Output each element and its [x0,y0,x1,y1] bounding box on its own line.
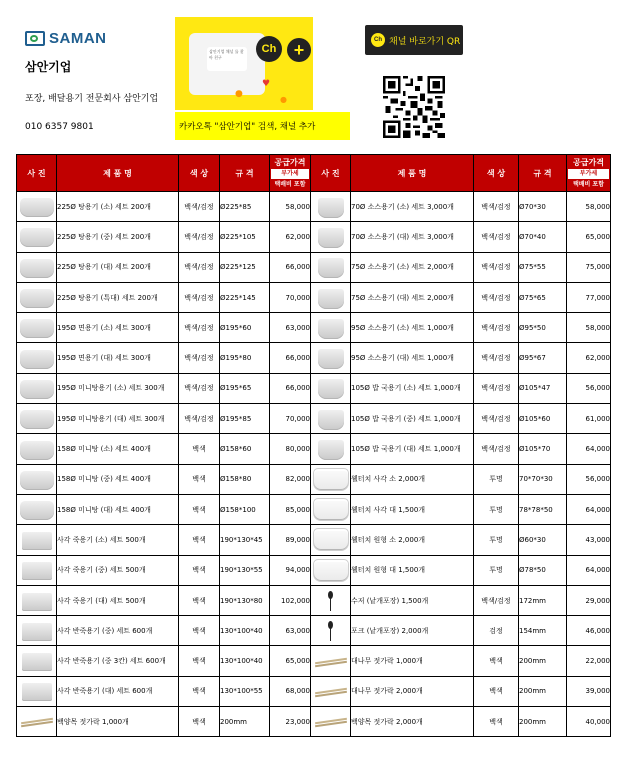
product-color: 백색/검정 [474,252,519,282]
container-image [20,196,54,217]
container-image [20,317,54,338]
price-shipping-note: 택배비 포함 [572,180,605,188]
product-price: 62,000 [270,222,311,252]
product-photo [17,707,57,737]
product-photo [311,464,351,494]
utensil-image [314,620,348,641]
product-spec: Ø158*80 [220,464,270,494]
channel-icon: Ch [256,36,282,62]
container-image [318,317,344,339]
product-spec: 172mm [519,585,567,615]
product-color: 백색/검정 [474,222,519,252]
product-price: 68,000 [270,676,311,706]
header-spec: 규 격 [519,155,567,192]
product-color: 투명 [474,525,519,555]
product-spec: Ø105*70 [519,434,567,464]
product-spec: Ø70*30 [519,192,567,222]
product-price: 56,000 [567,464,611,494]
product-price: 70,000 [270,404,311,434]
product-name: 105Ø 밥 국용기 (중) 세트 1,000개 [351,404,474,434]
product-name: 70Ø 소스용기 (대) 세트 3,000개 [351,222,474,252]
price-title: 공급가격 [573,157,604,167]
product-price: 64,000 [567,434,611,464]
container-image [318,226,344,248]
product-spec: Ø75*65 [519,282,567,312]
product-photo [17,464,57,494]
table-row [17,192,611,222]
chopsticks-image [20,711,54,732]
product-color: 백색/검정 [474,585,519,615]
utensil-image [314,590,348,611]
product-color: 백색 [179,525,220,555]
product-spec: Ø225*105 [220,222,270,252]
product-color: 투명 [474,464,519,494]
container-image [22,651,52,671]
table-row [17,525,611,555]
product-name: 195Ø 미니탕용기 (대) 세트 300개 [57,404,179,434]
product-price: 58,000 [270,192,311,222]
product-spec: Ø70*40 [519,222,567,252]
header-product-name: 제 품 명 [57,155,179,192]
product-name: 대나무 젓가락 1,000개 [351,646,474,676]
product-photo [17,434,57,464]
price-shipping-note: 택배비 포함 [274,180,306,188]
product-spec: Ø195*85 [220,404,270,434]
product-photo [17,313,57,343]
product-photo [311,646,351,676]
product-color: 백색/검정 [179,343,220,373]
container-image [20,287,54,308]
product-photo [311,707,351,737]
product-color: 백색 [179,555,220,585]
company-logo [25,30,107,47]
product-price: 39,000 [567,676,611,706]
product-spec: Ø225*125 [220,252,270,282]
table-row [17,252,611,282]
table-row [17,282,611,312]
product-spec: Ø225*85 [220,192,270,222]
header-price [270,155,311,192]
chopsticks-image [314,651,348,672]
product-photo [17,494,57,524]
product-photo [17,404,57,434]
container-image [20,499,54,520]
product-spec: 190*130*45 [220,525,270,555]
product-price: 66,000 [270,343,311,373]
container-image [313,498,349,521]
product-name: 195Ø 면용기 (대) 세트 300개 [57,343,179,373]
product-color: 백색 [474,707,519,737]
heart-icon: ♥ [262,79,271,89]
table-row [17,222,611,252]
product-name: 225Ø 탕용기 (소) 세트 200개 [57,192,179,222]
product-name: 사각 반죽용기 (중) 세트 600개 [57,616,179,646]
product-name: 158Ø 미니탕 (소) 세트 400개 [57,434,179,464]
product-photo [17,555,57,585]
container-image [22,591,52,611]
add-friend-icon: + [287,38,311,62]
product-spec: Ø60*30 [519,525,567,555]
product-price: 94,000 [270,555,311,585]
table-row [17,343,611,373]
product-price: 63,000 [270,616,311,646]
product-color: 백색 [179,616,220,646]
product-name: 웰터치 사각 소 2,000개 [351,464,474,494]
kakao-channel-banner [175,17,313,110]
product-spec: Ø195*60 [220,313,270,343]
table-row [17,464,611,494]
container-image [318,438,344,460]
product-name: 사각 죽용기 (대) 세트 500개 [57,585,179,615]
container-image [20,348,54,369]
smile-icon: ● [235,89,243,99]
product-name: 수저 (낱개포장) 1,500개 [351,585,474,615]
product-color: 백색/검정 [474,192,519,222]
product-color: 백색/검정 [474,404,519,434]
chat-bubble: 삼안기업 채널 를 찾아 친구 [207,47,247,71]
product-photo [17,525,57,555]
product-photo [311,494,351,524]
product-spec: 190*130*55 [220,555,270,585]
product-name: 75Ø 소스용기 (소) 세트 2,000개 [351,252,474,282]
product-photo [17,585,57,615]
product-color: 백색/검정 [179,222,220,252]
product-price: 23,000 [270,707,311,737]
product-spec: Ø158*100 [220,494,270,524]
product-photo [17,676,57,706]
product-photo [311,434,351,464]
table-row [17,707,611,737]
price-vat-note: 부가세 [271,169,309,179]
table-row [17,616,611,646]
product-photo [311,555,351,585]
product-price: 61,000 [567,404,611,434]
product-photo [311,404,351,434]
company-phone: 010 6357 9801 [25,122,94,132]
product-name: 백양목 젓가락 1,000개 [57,707,179,737]
product-photo [17,616,57,646]
container-image [20,469,54,490]
table-row [17,434,611,464]
product-price: 102,000 [270,585,311,615]
product-name: 백양목 젓가락 2,000개 [351,707,474,737]
container-image [313,528,349,551]
product-price: 89,000 [270,525,311,555]
product-price: 80,000 [270,434,311,464]
container-image [22,621,52,641]
company-name: 삼안기업 [25,60,72,74]
product-spec: Ø78*50 [519,555,567,585]
product-name: 105Ø 밥 국용기 (소) 세트 1,000개 [351,373,474,403]
product-photo [17,343,57,373]
product-color: 백색 [474,676,519,706]
product-price: 75,000 [567,252,611,282]
product-color: 백색 [179,464,220,494]
container-image [318,287,344,309]
header-photo: 사 진 [311,155,351,192]
container-image [22,560,52,580]
product-photo [311,252,351,282]
product-price: 66,000 [270,373,311,403]
chopsticks-image [314,711,348,732]
product-name: 195Ø 미니탕용기 (소) 세트 300개 [57,373,179,403]
product-color: 투명 [474,494,519,524]
container-image [22,530,52,550]
table-row [17,585,611,615]
product-photo [311,525,351,555]
container-image [318,196,344,218]
container-image [20,226,54,247]
channel-qr-button[interactable] [365,25,463,55]
product-photo [17,646,57,676]
product-photo [17,192,57,222]
product-color: 백색/검정 [179,373,220,403]
product-price: 58,000 [567,192,611,222]
product-color: 검정 [474,616,519,646]
product-photo [311,313,351,343]
product-photo [17,222,57,252]
product-price-table [16,154,611,737]
product-spec: Ø225*145 [220,282,270,312]
product-price: 77,000 [567,282,611,312]
container-image [20,257,54,278]
product-spec: Ø105*47 [519,373,567,403]
product-price: 82,000 [270,464,311,494]
product-spec: Ø195*65 [220,373,270,403]
product-price: 64,000 [567,494,611,524]
product-spec: 200mm [220,707,270,737]
product-name: 225Ø 탕용기 (대) 세트 200개 [57,252,179,282]
product-spec: 200mm [519,707,567,737]
header-product-name: 제 품 명 [351,155,474,192]
product-price: 40,000 [567,707,611,737]
table-row [17,404,611,434]
product-color: 백색/검정 [474,434,519,464]
product-name: 포크 (낱개포장) 2,000개 [351,616,474,646]
product-spec: Ø75*55 [519,252,567,282]
product-photo [311,343,351,373]
table-row [17,646,611,676]
logo-text: SAMAN [49,30,107,47]
product-color: 백색 [179,707,220,737]
container-image [20,439,54,460]
product-name: 225Ø 탕용기 (중) 세트 200개 [57,222,179,252]
product-price: 64,000 [567,555,611,585]
product-photo [311,192,351,222]
container-image [318,256,344,278]
table-row [17,313,611,343]
product-spec: 130*100*40 [220,646,270,676]
product-name: 사각 죽용기 (소) 세트 500개 [57,525,179,555]
container-image [22,681,52,701]
container-image [20,408,54,429]
product-color: 투명 [474,555,519,585]
product-color: 백색 [179,434,220,464]
product-price: 62,000 [567,343,611,373]
price-title: 공급가격 [274,157,306,167]
product-color: 백색/검정 [474,343,519,373]
channel-qr-label: 채널 바로가기 QR [389,36,461,47]
product-spec: 200mm [519,676,567,706]
product-spec: 154mm [519,616,567,646]
product-photo [311,616,351,646]
product-name: 95Ø 소스용기 (대) 세트 1,000개 [351,343,474,373]
product-name: 70Ø 소스용기 (소) 세트 3,000개 [351,192,474,222]
price-vat-note: 부가세 [568,169,609,179]
header-spec: 규 격 [220,155,270,192]
product-spec: 130*100*40 [220,616,270,646]
header-color: 색 상 [179,155,220,192]
product-name: 사각 죽용기 (중) 세트 500개 [57,555,179,585]
company-tagline: 포장, 배달용기 전문회사 삼안기업 [25,94,159,104]
product-spec: Ø95*50 [519,313,567,343]
table-row [17,676,611,706]
product-name: 웰터치 원형 소 2,000개 [351,525,474,555]
container-image [313,468,349,491]
container-image [318,347,344,369]
product-price: 46,000 [567,616,611,646]
header-price [567,155,611,192]
header-photo: 사 진 [17,155,57,192]
product-spec: 130*100*55 [220,676,270,706]
product-spec: Ø95*67 [519,343,567,373]
table-row [17,555,611,585]
product-price: 65,000 [270,646,311,676]
table-row [17,373,611,403]
product-name: 대나무 젓가락 2,000개 [351,676,474,706]
product-price: 43,000 [567,525,611,555]
product-color: 백색 [179,676,220,706]
product-photo [17,252,57,282]
product-price: 63,000 [270,313,311,343]
qr-code-icon[interactable] [383,76,445,138]
product-price: 70,000 [270,282,311,312]
header-color: 색 상 [474,155,519,192]
product-price: 65,000 [567,222,611,252]
product-photo [311,585,351,615]
product-name: 225Ø 탕용기 (특대) 세트 200개 [57,282,179,312]
product-price: 56,000 [567,373,611,403]
product-spec: Ø158*60 [220,434,270,464]
container-image [318,408,344,430]
product-photo [311,222,351,252]
container-image [313,559,349,582]
product-color: 백색 [179,585,220,615]
product-price: 22,000 [567,646,611,676]
product-color: 백색/검정 [179,252,220,282]
product-photo [311,282,351,312]
product-price: 29,000 [567,585,611,615]
product-name: 105Ø 밥 국용기 (대) 세트 1,000개 [351,434,474,464]
product-color: 백색 [179,494,220,524]
product-spec: 70*70*30 [519,464,567,494]
container-image [318,377,344,399]
product-color: 백색/검정 [179,313,220,343]
product-name: 158Ø 미니탕 (대) 세트 400개 [57,494,179,524]
table-row [17,494,611,524]
logo-icon [25,31,45,46]
product-name: 158Ø 미니탕 (중) 세트 400개 [57,464,179,494]
product-name: 95Ø 소스용기 (소) 세트 1,000개 [351,313,474,343]
chopsticks-image [314,681,348,702]
product-photo [311,373,351,403]
product-photo [17,373,57,403]
kakao-search-caption: 카카오톡 "삼안기업" 검색, 채널 추가 [175,112,350,140]
product-color: 백색/검정 [474,313,519,343]
product-spec: 200mm [519,646,567,676]
product-photo [311,676,351,706]
product-color: 백색/검정 [179,192,220,222]
product-name: 75Ø 소스용기 (대) 세트 2,000개 [351,282,474,312]
product-color: 백색 [179,646,220,676]
channel-icon: Ch [371,33,385,47]
smile-icon: ● [280,95,287,104]
product-color: 백색/검정 [179,404,220,434]
product-color: 백색 [474,646,519,676]
product-name: 사각 반죽용기 (중 3칸) 세트 600개 [57,646,179,676]
container-image [20,378,54,399]
product-spec: Ø195*80 [220,343,270,373]
table-header-row [17,155,611,192]
product-name: 웰터치 원형 대 1,500개 [351,555,474,585]
product-color: 백색/검정 [179,282,220,312]
product-name: 사각 반죽용기 (대) 세트 600개 [57,676,179,706]
product-color: 백색/검정 [474,282,519,312]
product-name: 195Ø 면용기 (소) 세트 300개 [57,313,179,343]
product-spec: 78*78*50 [519,494,567,524]
product-color: 백색/검정 [474,373,519,403]
product-price: 85,000 [270,494,311,524]
product-spec: Ø105*60 [519,404,567,434]
product-name: 웰터치 사각 대 1,500개 [351,494,474,524]
product-photo [17,282,57,312]
product-spec: 190*130*80 [220,585,270,615]
product-price: 58,000 [567,313,611,343]
product-price: 66,000 [270,252,311,282]
